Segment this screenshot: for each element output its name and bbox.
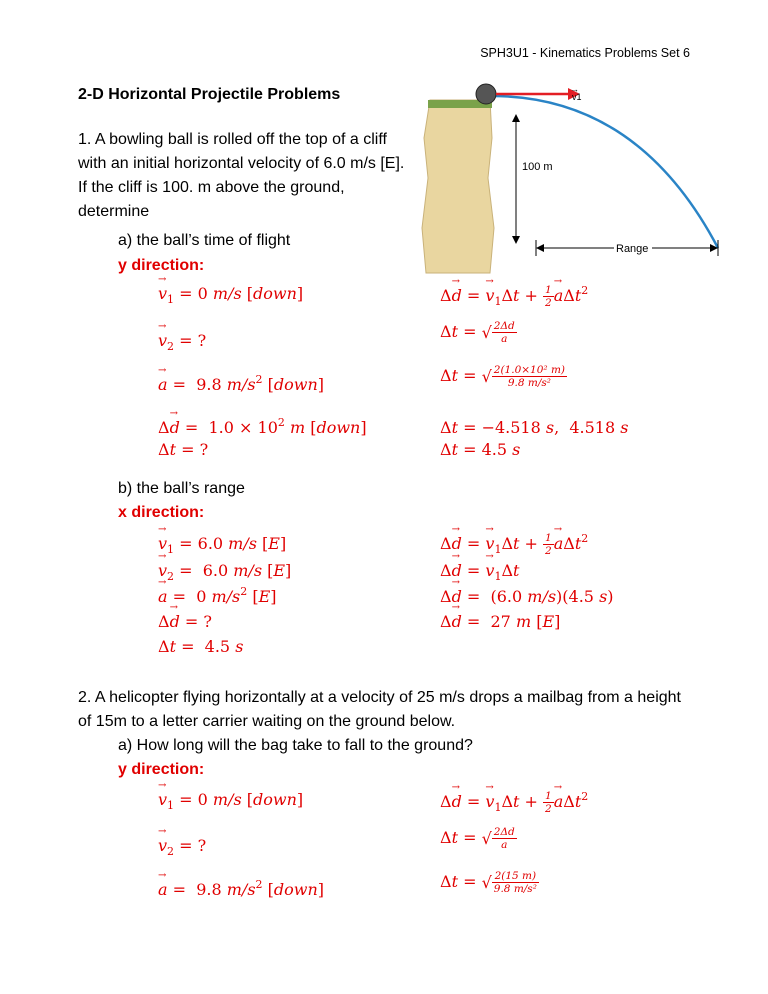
question-1-text: 1. A bowling ball is rolled off the top of a cliff with an initial horizontal velocity of 6.0 m/s [E]. If the cliff is 100. m above the ground, determine: [78, 131, 405, 220]
q2a-given-v2: → $v_2$ = ?: [158, 836, 206, 855]
q1a-eq5: Δt = 4.5 s: [440, 440, 521, 459]
q2a-direction: y direction:: [118, 761, 205, 778]
bowling-ball: [476, 84, 496, 104]
range-label: Range: [616, 243, 649, 255]
q2a-eq2: Δt = √ $\frac{2\Delta d}{a}$: [440, 826, 515, 851]
q1b-eq1: Δ→ d = → $v_1\Delta t$ + $\frac{1}{2}$ → aΔt$^2$: [440, 532, 588, 557]
q1a-eq4: Δt = −4.518 s, 4.518 s: [440, 418, 629, 437]
v1-label: v1: [572, 92, 582, 102]
q1a-given-t: Δt = ?: [158, 440, 209, 459]
q2a-eq1: Δ→ d = → $v_1\Delta t$ + $\frac{1}{2}$ → aΔt$^2$: [440, 790, 588, 815]
q1b-given-d: Δ→ d = ?: [158, 612, 212, 631]
q2a-label: a) How long will the bag take to fall to the ground?: [118, 737, 473, 754]
q1a-given-v1: → $v_1 = 0$ m/s [down]: [158, 284, 303, 303]
q1a-given-d: $\Delta\to d = 1.0 \times 10^2$ m [down]: [158, 418, 367, 437]
q1a-given-a: → a = 9.8 $m/s^2$ [down]: [158, 375, 324, 394]
q1a-direction: y direction:: [118, 257, 205, 274]
q1b-label: b) the ball’s range: [118, 480, 245, 497]
q1a-given-v2: → $v_2$ = ?: [158, 331, 206, 350]
question-2-text: 2. A helicopter flying horizontally at a velocity of 25 m/s drops a mailbag from a height of 15m to a letter carrier waiting on the ground below.: [78, 689, 681, 730]
section-title: 2-D Horizontal Projectile Problems: [78, 86, 341, 103]
q2a-given-v1: → $v_1 = 0$ m/s [down]: [158, 790, 303, 809]
q1b-eq3: Δ→ d = (6.0 m/s)(4.5 s): [440, 587, 614, 606]
cliff: [422, 100, 494, 273]
q1a-label: a) the ball’s time of flight: [118, 232, 291, 249]
page-header: SPH3U1 - Kinematics Problems Set 6: [480, 46, 690, 60]
q1b-eq4: Δ→ d = 27 m [E]: [440, 612, 560, 631]
q1b-given-v1: → $v_1 = 6.0$ m/s [E]: [158, 534, 286, 553]
q1a-eq1: Δ→ d = → $v_1\Delta t$ + $\frac{1}{2}$ → aΔt$^2$: [440, 284, 588, 309]
q1b-direction: x direction:: [118, 504, 205, 521]
q1b-given-t: Δt = 4.5 s: [158, 637, 244, 656]
height-label: 100 m: [522, 161, 553, 173]
q1b-given-v2: → $v_2 = 6.0$ m/s [E]: [158, 561, 291, 580]
q1b-eq2: Δ→ d = → $v_1\Delta t$: [440, 561, 519, 580]
svg-text:→: →: [570, 84, 579, 94]
q1a-eq2: Δt = √ $\frac{2\Delta d}{a}$: [440, 320, 515, 345]
q2a-eq3: Δt = √ $\frac{2(15 m)}{\text{9.8 m/s²}}$: [440, 870, 537, 895]
q2a-given-a: → a = 9.8 $m/s^2$ [down]: [158, 880, 324, 899]
q1b-given-a: → a = 0 $m/s^2$ [E]: [158, 587, 277, 606]
q1a-eq3: Δt = √ $\frac{\text{2(1.0×10² m)}}{\text{9.8 m/s²}}$: [440, 364, 566, 389]
projectile-figure: [418, 78, 728, 278]
